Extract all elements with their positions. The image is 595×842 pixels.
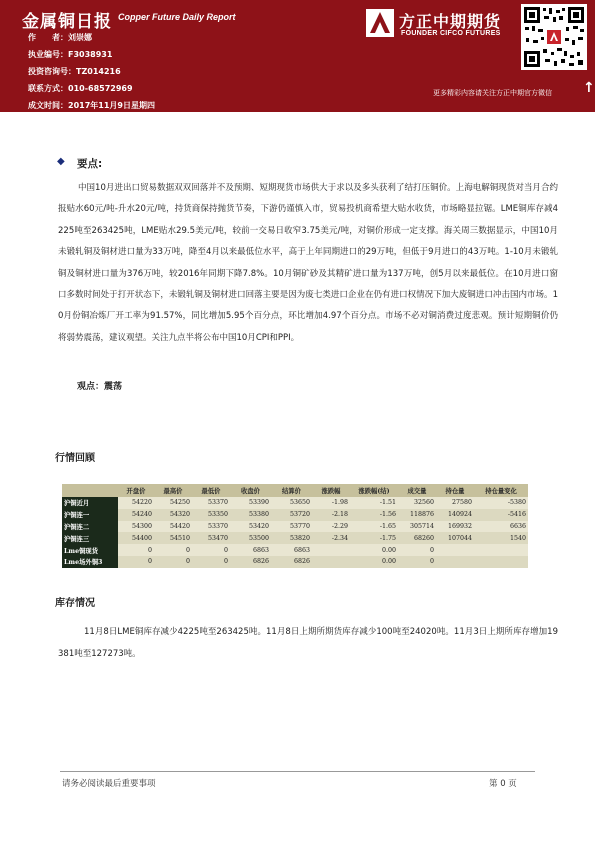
- table-header-cell: 涨跌幅(结): [350, 484, 398, 497]
- table-cell: 53370: [192, 497, 230, 509]
- key-points-title: 要点:: [77, 158, 103, 170]
- meta-license: 执业编号：F3038931: [28, 50, 113, 59]
- table-cell: 0: [398, 556, 436, 568]
- qr-code-icon: [521, 4, 587, 70]
- table-cell: 140924: [436, 509, 474, 521]
- follow-wechat-text: 更多精彩内容请关注方正中期官方微信: [433, 89, 552, 97]
- table-cell: 0.00: [350, 544, 398, 556]
- table-cell: 53720: [271, 509, 312, 521]
- table-cell: [436, 556, 474, 568]
- table-cell: 54300: [118, 521, 154, 533]
- table-cell: -1.51: [350, 497, 398, 509]
- table-cell: 53650: [271, 497, 312, 509]
- bullet-diamond-icon: ◆: [57, 156, 65, 167]
- table-cell: 305714: [398, 521, 436, 533]
- table-cell: 1540: [474, 532, 528, 544]
- table-cell: -5416: [474, 509, 528, 521]
- table-cell: 118876: [398, 509, 436, 521]
- table-cell: [312, 556, 350, 568]
- table-cell: 6826: [230, 556, 271, 568]
- table-cell: 54320: [154, 509, 192, 521]
- table-cell: -2.29: [312, 521, 350, 533]
- table-cell: 53370: [192, 521, 230, 533]
- table-cell: -1.65: [350, 521, 398, 533]
- table-cell: 54400: [118, 532, 154, 544]
- table-cell: 6826: [271, 556, 312, 568]
- table-row-label: 沪铜连二: [62, 521, 118, 533]
- table-row: [62, 521, 528, 533]
- inventory-title: 库存情况: [55, 598, 95, 609]
- table-cell: [436, 544, 474, 556]
- table-cell: 169932: [436, 521, 474, 533]
- table-header-cell: 最低价: [192, 484, 230, 497]
- table-cell: 6863: [230, 544, 271, 556]
- table-header-cell: 收盘价: [230, 484, 271, 497]
- table-row-label: 沪铜连三: [62, 532, 118, 544]
- logo-text-cn: 方正中期期货: [399, 12, 502, 31]
- table-cell: 54220: [118, 497, 154, 509]
- company-logo: [365, 8, 517, 42]
- market-table: [62, 484, 528, 568]
- table-cell: -2.18: [312, 509, 350, 521]
- table-header-cell: 成交量: [398, 484, 436, 497]
- table-cell: 53820: [271, 532, 312, 544]
- table-header-cell: [62, 484, 118, 497]
- footer-page-number: 第 0 页: [489, 779, 517, 789]
- table-cell: 53770: [271, 521, 312, 533]
- table-cell: 54240: [118, 509, 154, 521]
- table-cell: 0: [154, 544, 192, 556]
- table-cell: 6636: [474, 521, 528, 533]
- table-header-cell: 持仓量: [436, 484, 474, 497]
- table-header-row: [62, 484, 528, 497]
- table-cell: -1.56: [350, 509, 398, 521]
- table-cell: 53390: [230, 497, 271, 509]
- table-cell: -1.98: [312, 497, 350, 509]
- meta-author: 作 者：刘崇娜: [28, 33, 92, 42]
- inventory-paragraph: 11月8日LME铜库存减少4225吨至263425吨。11月8日上期所期货库存减少100吨至24020吨。11月3日上期所库存增加19381吨至127273吨。: [58, 627, 558, 659]
- meta-contact: 联系方式：010-68572969: [28, 84, 133, 93]
- footer-disclaimer: 请务必阅读最后重要事项: [62, 779, 156, 789]
- meta-date: 成文时间：2017年11月9日星期四: [28, 101, 155, 110]
- table-cell: 27580: [436, 497, 474, 509]
- table-cell: 107044: [436, 532, 474, 544]
- table-row: [62, 509, 528, 521]
- market-review-title: 行情回顾: [55, 453, 95, 464]
- table-cell: 6863: [271, 544, 312, 556]
- report-subtitle: Copper Future Daily Report: [118, 12, 236, 22]
- table-cell: 53350: [192, 509, 230, 521]
- footer-divider: [60, 771, 535, 772]
- table-header-cell: 涨跌幅: [312, 484, 350, 497]
- table-cell: -1.75: [350, 532, 398, 544]
- table-header-cell: 持仓量变化: [474, 484, 528, 497]
- table-cell: 0: [398, 544, 436, 556]
- table-cell: 0: [154, 556, 192, 568]
- logo-text-en: FOUNDER CIFCO FUTURES: [401, 30, 501, 37]
- table-cell: 0: [118, 544, 154, 556]
- table-row: [62, 556, 528, 568]
- table-body: [62, 497, 528, 568]
- table-cell: 53470: [192, 532, 230, 544]
- table-cell: 53500: [230, 532, 271, 544]
- table-header-cell: 开盘价: [118, 484, 154, 497]
- table-row: [62, 544, 528, 556]
- table-cell: [474, 556, 528, 568]
- table-cell: 68260: [398, 532, 436, 544]
- table-row-label: Lme铜现货: [62, 544, 118, 556]
- table-cell: 32560: [398, 497, 436, 509]
- table-cell: 54250: [154, 497, 192, 509]
- table-cell: 54510: [154, 532, 192, 544]
- table-cell: 0: [192, 544, 230, 556]
- table-cell: 0.00: [350, 556, 398, 568]
- table-header-cell: 最高价: [154, 484, 192, 497]
- table-cell: 0: [118, 556, 154, 568]
- table-row-label: 沪铜连一: [62, 509, 118, 521]
- table-header-cell: 结算价: [271, 484, 312, 497]
- table-cell: [312, 544, 350, 556]
- table-cell: 53380: [230, 509, 271, 521]
- table-cell: -5380: [474, 497, 528, 509]
- table-cell: 53420: [230, 521, 271, 533]
- report-header: [0, 0, 595, 112]
- founder-logo-icon: [365, 8, 395, 38]
- key-points-paragraph: 中国10月进出口贸易数据双双回落并不及预期、短期现货市场供大于求以及多头获利了结打压铜价。上海电解铜现货对当月合约报贴水60元/吨-升水20元/吨，持货商保持抛货节奏，下游仍谨慎入市，贸易投机商希望大贴水收货，市场略显拉锯。LME铜库存减4225吨至263425吨，LME贴水29.5美元/吨，较前一交易日收窄3.75美元/吨，对铜价形成一定支撑。海关周三数据显示，中国10月未锻轧铜及铜材进口量为33万吨，降至4月以来最低位水平，高于上年同期进口的29万吨，但低于9月进口的43万吨。1-10月未锻轧铜及铜材进口量为376万吨，较2016年同期下降7.8%。10月铜矿砂及其精矿进口量为137万吨，创5月以来最低位。在10月进口窗口多数时间处于打开状态下，未锻轧铜及铜材进口回落主要是因为废七类进口企业在仍有进口权情况下加大废铜进口冲击国内市场。10月份铜冶炼厂开工率为91.57%，同比增加5.95个百分点，环比增加4.97个百分点。市场不必对铜消费过度悲观。预计短期铜价仍将弱势震荡，建议观望。关注九点半将公布中国10月CPI和PPI。: [58, 183, 558, 343]
- table-cell: 0: [192, 556, 230, 568]
- meta-consult-id: 投资咨询号：TZ014216: [28, 67, 121, 76]
- table-row: [62, 497, 528, 509]
- table-row-label: Lme场外铜3: [62, 556, 118, 568]
- view-line: 观点：震荡: [77, 382, 123, 392]
- table-cell: [474, 544, 528, 556]
- table-cell: 54420: [154, 521, 192, 533]
- table-cell: -2.34: [312, 532, 350, 544]
- table-row-label: 沪铜近月: [62, 497, 118, 509]
- arrow-up-icon: ↑: [583, 80, 595, 96]
- table-row: [62, 532, 528, 544]
- report-title: 金属铜日报: [22, 12, 112, 32]
